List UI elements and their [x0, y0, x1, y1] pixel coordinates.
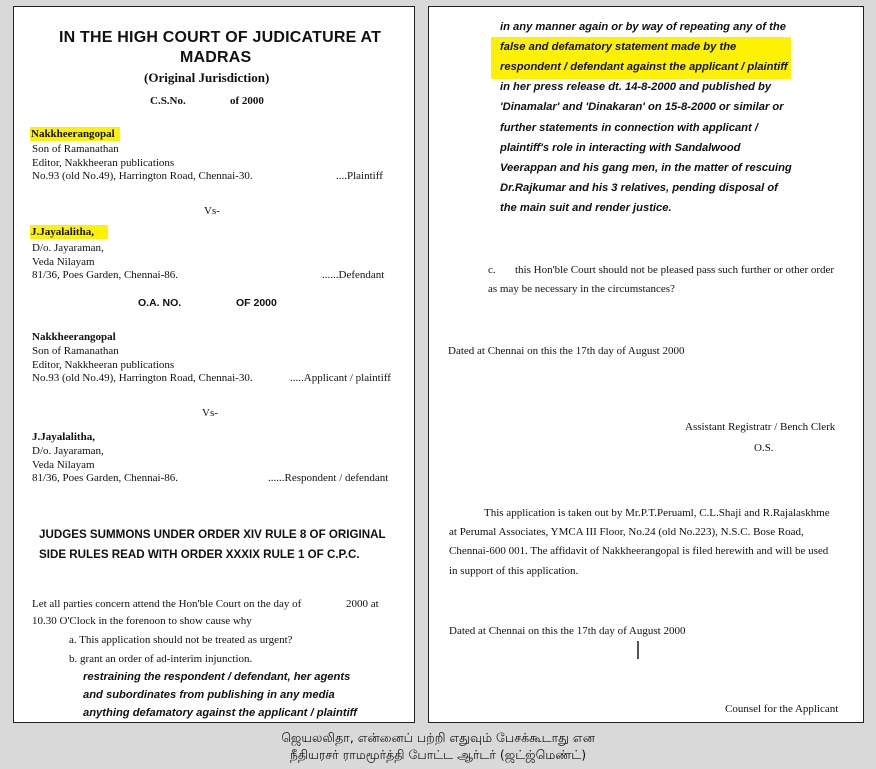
plaintiff-address: No.93 (old No.49), Harrington Road, Chennai-30.: [32, 170, 253, 182]
cs-number-label: C.S.No.: [150, 95, 186, 107]
respondent-role: ......Respondent / defendant: [268, 472, 389, 484]
jurisdiction: (Original Jurisdiction): [144, 70, 270, 85]
counsel-signature-label: Counsel for the Applicant: [725, 703, 839, 715]
plaintiff-name: Nakkheerangopal: [30, 127, 120, 141]
defendant-residence: Veda Nilayam: [32, 256, 95, 268]
respondent-residence: Veda Nilayam: [32, 459, 95, 471]
continuation-line1: in any manner again or by way of repeating any of the: [500, 21, 786, 33]
court-title-line1: IN THE HIGH COURT OF JUDICATURE AT: [59, 29, 382, 46]
left-document-page: [13, 6, 415, 723]
restrain-line2: and subordinates from publishing in any media: [83, 689, 335, 701]
item-c-line1: this Hon'ble Court should not be pleased pass such further or other order: [515, 264, 835, 276]
continuation-line8: Veerappan and his gang men, in the matter of rescuing: [500, 162, 792, 174]
oa-number-year: OF 2000: [236, 297, 277, 309]
restrain-line1: restraining the respondent / defendant, her agents: [83, 671, 351, 683]
plaintiff-role: ....Plaintiff: [336, 170, 383, 182]
item-c-line2: as may be necessary in the circumstances?: [488, 283, 675, 295]
item-c-label: c.: [488, 264, 496, 276]
dated-line-2: Dated at Chennai on this the 17th day of August 2000: [449, 625, 686, 637]
applicant-role: .....Applicant / plaintiff: [290, 372, 391, 384]
tamil-caption-line1: ஜெயலலிதா, என்னைப் பற்றி எதுவும் பேசக்கூடாது என: [281, 730, 595, 745]
restrain-line3: anything defamatory against the applicant / plaintiff: [83, 707, 357, 719]
application-line2: at Perumal Associates, YMCA III Floor, No.24 (old No.223), N.S.C. Bose Road,: [449, 526, 804, 538]
registrar-line1: Assistant Registratr / Bench Clerk: [685, 421, 836, 433]
versus-1: Vs-: [204, 205, 220, 217]
summons-heading-line1: JUDGES SUMMONS UNDER ORDER XIV RULE 8 OF ORIGINAL: [39, 528, 386, 541]
applicant-parent: Son of Ramanathan: [32, 345, 119, 357]
continuation-line5: 'Dinamalar' and 'Dinakaran' on 15-8-2000 or similar or: [500, 101, 784, 113]
tamil-caption-line2: நீதியரசர் ராமமூர்த்தி போட்ட ஆர்டர் (ஜட்ஜ்மெண்ட்): [289, 747, 587, 762]
application-line1: This application is taken out by Mr.P.T.Peruaml, C.L.Shaji and R.Rajalaskhme: [484, 507, 830, 519]
summons-body-year: 2000 at: [346, 598, 379, 610]
continuation-line2: false and defamatory statement made by the: [500, 41, 737, 53]
versus-2: Vs-: [202, 407, 218, 419]
continuation-line7: plaintiff's role in interacting with Sandalwood: [500, 142, 741, 154]
defendant-name: J.Jayalalitha,: [30, 225, 108, 239]
summons-body-line2: 10.30 O'Clock in the forenoon to show cause why: [32, 615, 252, 627]
summons-heading-line2: SIDE RULES READ WITH ORDER XXXIX RULE 1 OF C.P.C.: [39, 548, 360, 561]
item-a: a. This application should not be treated as urgent?: [69, 634, 293, 646]
defendant-parent: D/o. Jayaraman,: [32, 242, 104, 254]
oa-number-label: O.A. NO.: [138, 297, 182, 309]
plaintiff-title: Editor, Nakkheeran publications: [32, 157, 175, 169]
defendant-role: ......Defendant: [322, 269, 385, 281]
registrar-line2: O.S.: [754, 442, 774, 454]
continuation-line10: the main suit and render justice.: [500, 202, 672, 214]
continuation-line3: respondent / defendant against the applicant / plaintiff: [500, 61, 788, 73]
continuation-line4: in her press release dt. 14-8-2000 and published by: [500, 81, 772, 93]
dated-line-1: Dated at Chennai on this the 17th day of August 2000: [448, 345, 685, 357]
respondent-name: J.Jayalalitha,: [32, 431, 95, 443]
continuation-line6: further statements in connection with applicant /: [500, 122, 758, 134]
court-title-line2: MADRAS: [180, 49, 252, 66]
continuation-line9: Dr.Rajkumar and his 3 relatives, pending disposal of: [500, 182, 778, 194]
applicant-title: Editor, Nakkheeran publications: [32, 359, 175, 371]
respondent-address: 81/36, Poes Garden, Chennai-86.: [32, 472, 179, 484]
cs-number-year: of 2000: [230, 95, 264, 107]
application-line3: Chennai-600 001. The affidavit of Nakkheerangopal is filed herewith and will be used: [449, 545, 829, 557]
plaintiff-parent: Son of Ramanathan: [32, 143, 119, 155]
applicant-name: Nakkheerangopal: [32, 331, 116, 343]
summons-body-line1: Let all parties concern attend the Hon'ble Court on the day of: [32, 598, 302, 610]
application-line4: in support of this application.: [449, 565, 579, 577]
item-b: b. grant an order of ad-interim injunction.: [69, 653, 253, 665]
pen-mark: [637, 641, 639, 659]
defendant-address: 81/36, Poes Garden, Chennai-86.: [32, 269, 179, 281]
right-document-page: [428, 6, 864, 723]
respondent-parent: D/o. Jayaraman,: [32, 445, 104, 457]
applicant-address: No.93 (old No.49), Harrington Road, Chennai-30.: [32, 372, 253, 384]
